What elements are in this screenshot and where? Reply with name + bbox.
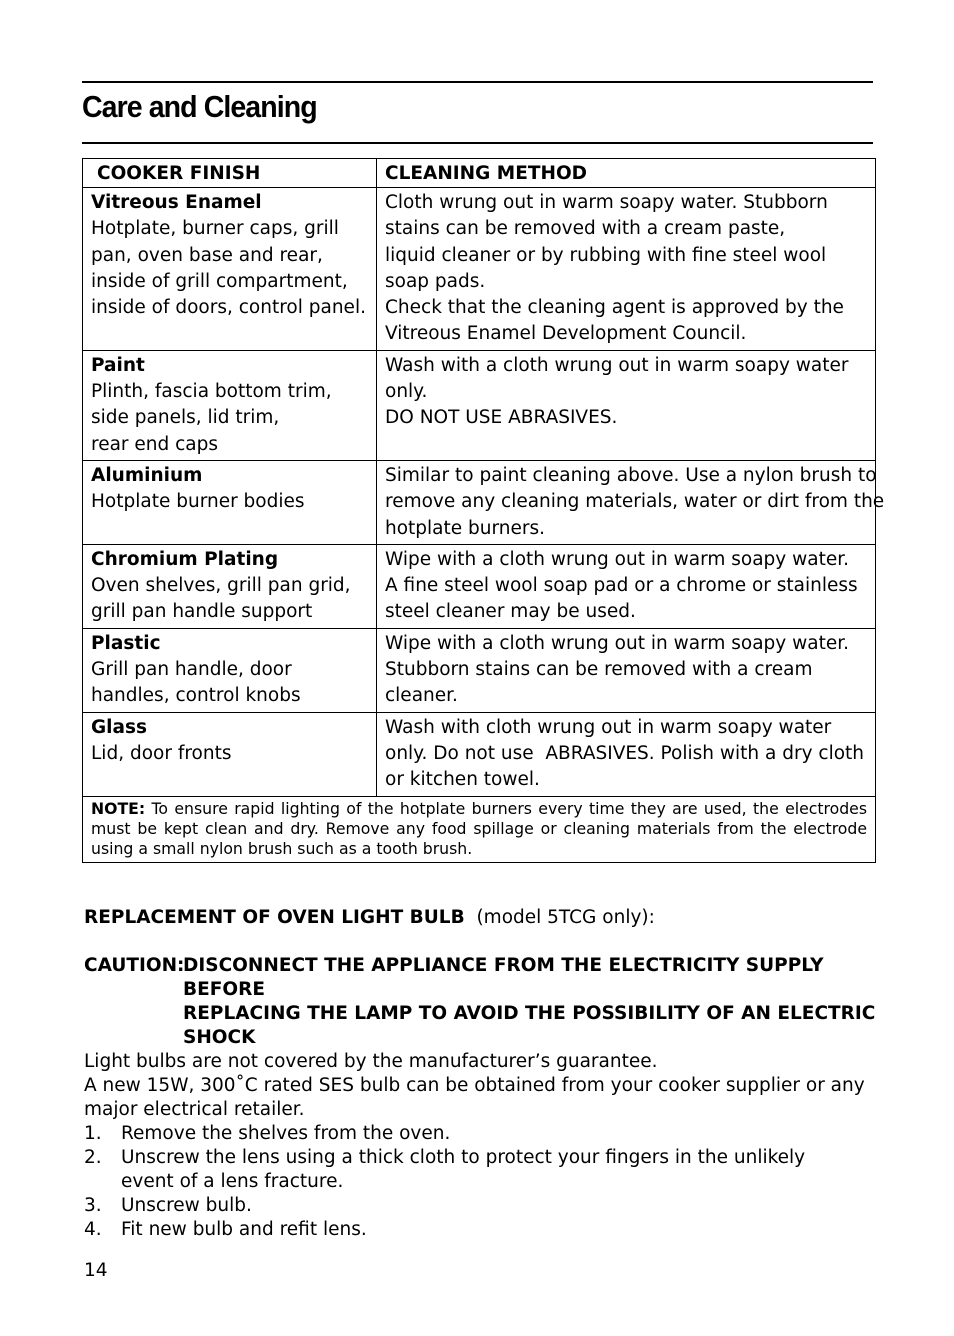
- method-line: remove any cleaning materials, water or dirt from the: [385, 491, 885, 513]
- header-cooker-finish: COOKER FINISH: [83, 159, 377, 188]
- finish-cell: [83, 460, 377, 544]
- caution-line: SHOCK: [183, 1027, 256, 1048]
- finish-name: Paint: [91, 354, 145, 376]
- step-number: 2.: [84, 1147, 102, 1168]
- caution-line: DISCONNECT THE APPLIANCE FROM THE ELECTRICITY SUPPLY BEFORE: [183, 955, 824, 1000]
- finish-item-line: grill pan handle support: [91, 601, 313, 623]
- step-item: [84, 1146, 884, 1194]
- bulb-heading-line: [84, 906, 884, 930]
- method-line: Similar to paint cleaning above. Use a nylon brush to: [385, 464, 877, 486]
- finish-name: Aluminium: [91, 464, 203, 486]
- finish-cell: [83, 188, 377, 351]
- method-line: or kitchen towel.: [385, 769, 540, 791]
- page-title: Care and Cleaning: [82, 89, 317, 124]
- finish-item-line: Plinth, fascia bottom trim,: [91, 381, 332, 403]
- finish-cell: [83, 544, 377, 628]
- caution-label: CAUTION:: [84, 955, 185, 976]
- note-label: NOTE:: [91, 798, 146, 818]
- method-line: cleaner.: [385, 685, 458, 707]
- method-line: Check that the cleaning agent is approved by the: [385, 297, 844, 319]
- finish-items: [91, 216, 370, 321]
- finish-name: Glass: [91, 716, 148, 738]
- step-text: Fit new bulb and refit lens.: [121, 1219, 367, 1240]
- supply-line: A new 15W, 300˚C rated SES bulb can be obtained from your cooker supplier or any: [84, 1075, 865, 1096]
- note-row: [83, 796, 876, 863]
- method-line: Vitreous Enamel Development Council.: [385, 323, 747, 345]
- finish-item-line: pan, oven base and rear,: [91, 244, 323, 266]
- caution-block: [84, 954, 884, 1050]
- method-cell: [377, 188, 876, 351]
- finish-item-line: rear end caps: [91, 433, 219, 455]
- table-row: [83, 188, 876, 351]
- caution-line: REPLACING THE LAMP TO AVOID THE POSSIBILITY OF AN ELECTRIC: [183, 1003, 876, 1024]
- method-line: A fine steel wool soap pad or a chrome or stainless: [385, 575, 858, 597]
- method-line: DO NOT USE ABRASIVES.: [385, 407, 618, 429]
- bulb-replacement-section: [84, 906, 884, 1242]
- step-text: event of a lens fracture.: [121, 1171, 344, 1192]
- method-line: soap pads.: [385, 270, 486, 292]
- finish-item-line: Hotplate, burner caps, grill: [91, 218, 339, 240]
- finish-items: [91, 379, 370, 458]
- bulb-supply-text: [84, 1074, 884, 1122]
- step-text: Unscrew the lens using a thick cloth to protect your fingers in the unlikely: [121, 1147, 806, 1168]
- bulb-heading: REPLACEMENT OF OVEN LIGHT BULB: [84, 907, 465, 928]
- table-row: [83, 544, 876, 628]
- method-line: Wipe with a cloth wrung out in warm soapy water.: [385, 632, 850, 654]
- bulb-heading-suffix: (model 5TCG only):: [464, 907, 655, 928]
- step-number: 1.: [84, 1123, 102, 1144]
- method-cell: [377, 460, 885, 544]
- method-line: steel cleaner may be used.: [385, 601, 636, 623]
- method-line: Stubborn stains can be removed with a cream: [385, 659, 813, 681]
- finish-name: Vitreous Enamel: [91, 192, 262, 213]
- finish-items: [91, 741, 370, 767]
- step-number: 4.: [84, 1219, 102, 1240]
- method-line: only.: [385, 381, 428, 403]
- finish-item-line: side panels, lid trim,: [91, 407, 280, 429]
- table-row: [83, 712, 876, 796]
- finish-cell: [83, 350, 377, 460]
- method-line: Wipe with a cloth wrung out in warm soapy water.: [385, 548, 850, 570]
- cleaning-table: [82, 158, 885, 863]
- caution-text: [183, 954, 884, 1050]
- finish-items: [91, 657, 370, 710]
- finish-item-line: handles, control knobs: [91, 685, 301, 707]
- method-cell: [377, 544, 876, 628]
- table-row: [83, 628, 876, 712]
- finish-items: [91, 573, 370, 626]
- steps-list: [84, 1122, 884, 1242]
- table-row: [83, 460, 876, 544]
- finish-item-line: Hotplate burner bodies: [91, 491, 305, 513]
- finish-item-line: inside of doors, control panel.: [91, 297, 366, 319]
- method-line: Cloth wrung out in warm soapy water. Stubborn: [385, 192, 828, 213]
- method-line: hotplate burners.: [385, 517, 546, 539]
- finish-cell: [83, 628, 377, 712]
- title-underline-rule: [82, 142, 873, 144]
- method-line: Wash with a cloth wrung out in warm soapy water: [385, 354, 849, 376]
- method-line: stains can be removed with a cream paste,: [385, 218, 786, 240]
- finish-item-line: Grill pan handle, door: [91, 659, 292, 681]
- finish-item-line: Oven shelves, grill pan grid,: [91, 575, 351, 597]
- note-text: To ensure rapid lighting of the hotplate burners every time they are used, the electrodes must be kept clean and dry. Remove any food spillage or cleaning materials from the electrode using a small nylon brush such as a tooth brush.: [91, 798, 867, 859]
- method-line: only. Do not use ABRASIVES. Polish with a dry cloth: [385, 742, 865, 764]
- method-line: Wash with cloth wrung out in warm soapy water: [385, 716, 832, 738]
- finish-cell: [83, 712, 377, 796]
- step-item: [84, 1122, 884, 1146]
- table-row: [83, 350, 876, 460]
- finish-items: [91, 489, 370, 515]
- method-cell: [377, 712, 876, 796]
- finish-item-line: Lid, door fronts: [91, 742, 232, 764]
- method-cell: [377, 350, 876, 460]
- finish-name: Plastic: [91, 632, 161, 654]
- step-item: [84, 1218, 884, 1242]
- guarantee-text: Light bulbs are not covered by the manufacturer’s guarantee.: [84, 1051, 658, 1072]
- method-cell: [377, 628, 876, 712]
- step-number: 3.: [84, 1195, 102, 1216]
- table-header-row: [83, 159, 876, 188]
- supply-line: major electrical retailer.: [84, 1099, 305, 1120]
- finish-name: Chromium Plating: [91, 548, 279, 570]
- finish-item-line: inside of grill compartment,: [91, 270, 348, 292]
- step-text: Remove the shelves from the oven.: [121, 1123, 451, 1144]
- step-item: [84, 1194, 884, 1218]
- note-cell: [83, 796, 876, 863]
- page-number: 14: [84, 1260, 108, 1281]
- top-rule: [82, 81, 873, 83]
- header-cleaning-method: CLEANING METHOD: [377, 159, 876, 188]
- step-text: Unscrew bulb.: [121, 1195, 252, 1216]
- method-line: liquid cleaner or by rubbing with fine steel wool: [385, 244, 827, 266]
